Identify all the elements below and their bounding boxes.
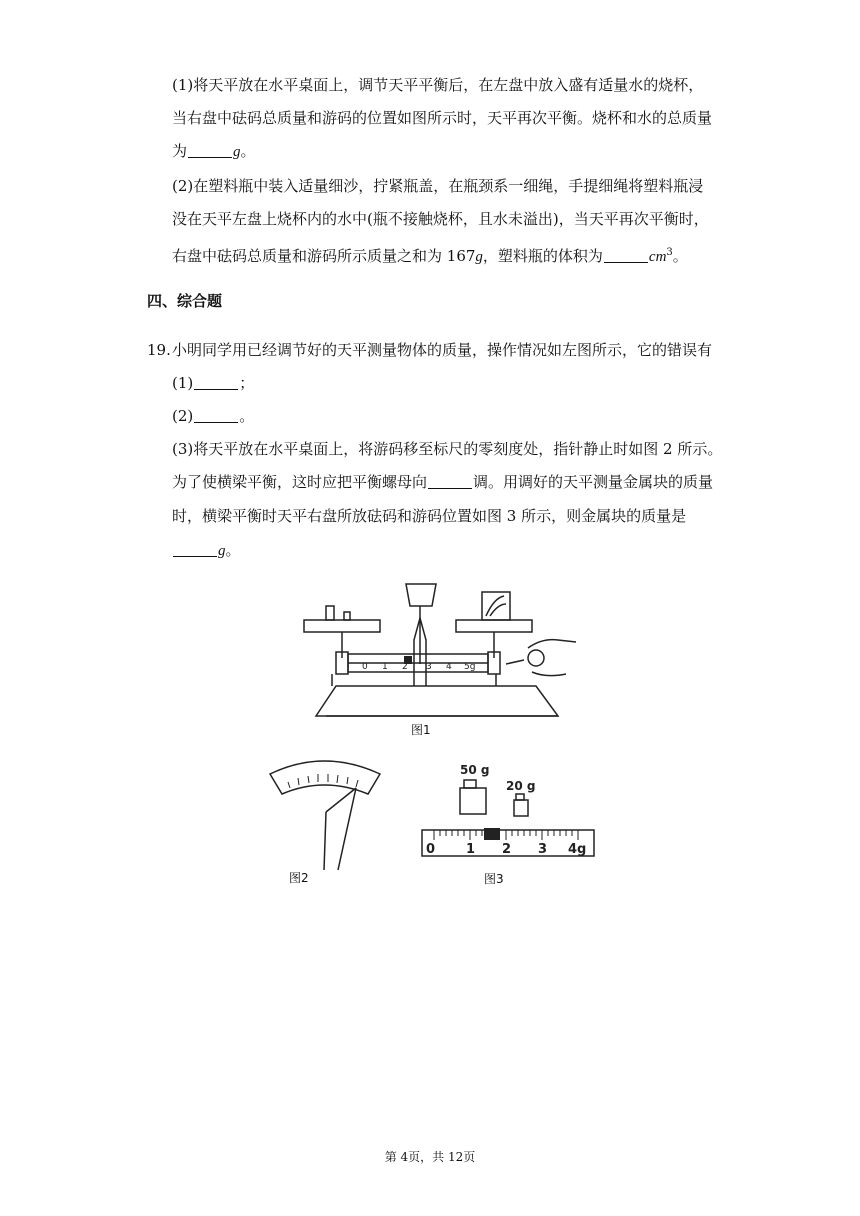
fig1-scale-label: 5g [464, 662, 476, 672]
fig1-scale-label: 1 [382, 662, 388, 672]
q18-part1-line2: 当右盘中砝码总质量和游码的位置如图所示时，天平再次平衡。烧杯和水的总质量 [172, 109, 713, 127]
q19-item3-line4-end: 。 [225, 541, 241, 559]
weight-20g-knob [516, 794, 524, 800]
figure-3-caption: 图3 [484, 872, 504, 886]
balance-base [316, 686, 558, 716]
q19-item1-end: ； [239, 374, 255, 392]
answer-blank [604, 248, 648, 263]
weight-small [326, 606, 334, 620]
q19-item3-line1: (3)将天平放在水平桌面上，将游码移至标尺的零刻度处，指针静止时如图 2 所示。 [172, 440, 723, 458]
q19-item1-label: (1) [172, 374, 194, 392]
dial-scale [270, 761, 380, 794]
fig3-scale-label: 2 [502, 842, 512, 857]
answer-blank [188, 143, 232, 158]
unit-cm-exponent: 3 [666, 247, 673, 258]
unit-g: g [233, 144, 241, 160]
q19-line1: 小明同学用已经调节好的天平测量物体的质量，操作情况如左图所示，它的错误有 [172, 341, 713, 359]
fig3-scale-label: 3 [538, 842, 548, 857]
q19-item1 [172, 373, 254, 393]
weight-50g [460, 788, 486, 814]
fig1-scale-label: 2 [402, 662, 408, 672]
q18-part2-middle: ，塑料瓶的体积为 [482, 247, 603, 265]
left-pan [304, 620, 380, 632]
q19-item3-line2-b: 调。用调好的天平测量金属块的质量 [473, 473, 714, 491]
q19-item3-line3: 时，横梁平衡时天平右盘所放砝码和游码位置如图 3 所示，则金属块的质量是 [172, 507, 687, 525]
weight-20g [514, 800, 528, 816]
section-heading: 四、综合题 [147, 292, 223, 310]
period: 。 [240, 142, 256, 160]
unit-g: g [475, 249, 483, 265]
answer-blank [194, 375, 238, 390]
figure-1-balance [296, 578, 586, 718]
pointer-dial [406, 584, 436, 606]
q18-part2-line1: (2)在塑料瓶中装入适量细沙，拧紧瓶盖，在瓶颈系一细绳，手提细绳将塑料瓶浸 [172, 177, 704, 195]
fig1-scale-label: 3 [426, 662, 432, 672]
answer-blank [194, 408, 238, 423]
q19-item3-line2-a: 为了使横梁平衡，这时应把平衡螺母向 [172, 473, 428, 491]
q18-part2-line3 [172, 243, 688, 267]
scale-ticks [434, 830, 578, 840]
answer-blank [173, 542, 217, 557]
unit-cm: cm [648, 249, 667, 265]
answer-blank [428, 474, 472, 489]
q18-part1-line1: (1)将天平放在水平桌面上，调节天平平衡后，在左盘中放入盛有适量水的烧杯， [172, 76, 704, 94]
weight-20g-label: 20 g [506, 779, 536, 793]
rider [484, 828, 500, 840]
weight-50g-knob [464, 780, 476, 788]
fig3-scale-label: 4g [568, 842, 587, 857]
right-pan [456, 620, 532, 632]
fig3-scale-label: 1 [466, 842, 476, 857]
weight-50g-label: 50 g [460, 763, 490, 777]
figure-2-pointer [268, 752, 388, 872]
figure-2-caption: 图2 [289, 871, 309, 885]
q19-item3-line2 [172, 472, 713, 492]
fig3-scale-label: 0 [426, 842, 436, 857]
q19-item2-end: 。 [239, 407, 255, 425]
q19-item2 [172, 406, 254, 426]
hand [506, 640, 576, 676]
fig1-scale-label: 0 [362, 662, 368, 672]
q18-part1-line3 [172, 141, 256, 162]
fig1-scale-label: 4 [446, 662, 452, 672]
figure-1-caption: 图1 [411, 723, 431, 737]
q19-item3-line4 [172, 540, 241, 561]
figure-3-weights [418, 760, 598, 862]
q18-part2-line2: 没在天平左盘上烧杯内的水中(瓶不接触烧杯，且水未溢出)，当天平再次平衡时， [172, 210, 709, 228]
q19-number: 19. [147, 341, 171, 359]
period: 。 [672, 247, 688, 265]
pointer-stem [324, 812, 326, 870]
q19-item2-label: (2) [172, 407, 194, 425]
q18-part1-prefix: 为 [172, 142, 188, 160]
unit-g: g [218, 543, 226, 559]
page-footer: 第 4页，共 12页 [384, 1150, 476, 1164]
q18-part2-prefix: 右盘中砝码总质量和游码所示质量之和为 167 [172, 247, 476, 265]
